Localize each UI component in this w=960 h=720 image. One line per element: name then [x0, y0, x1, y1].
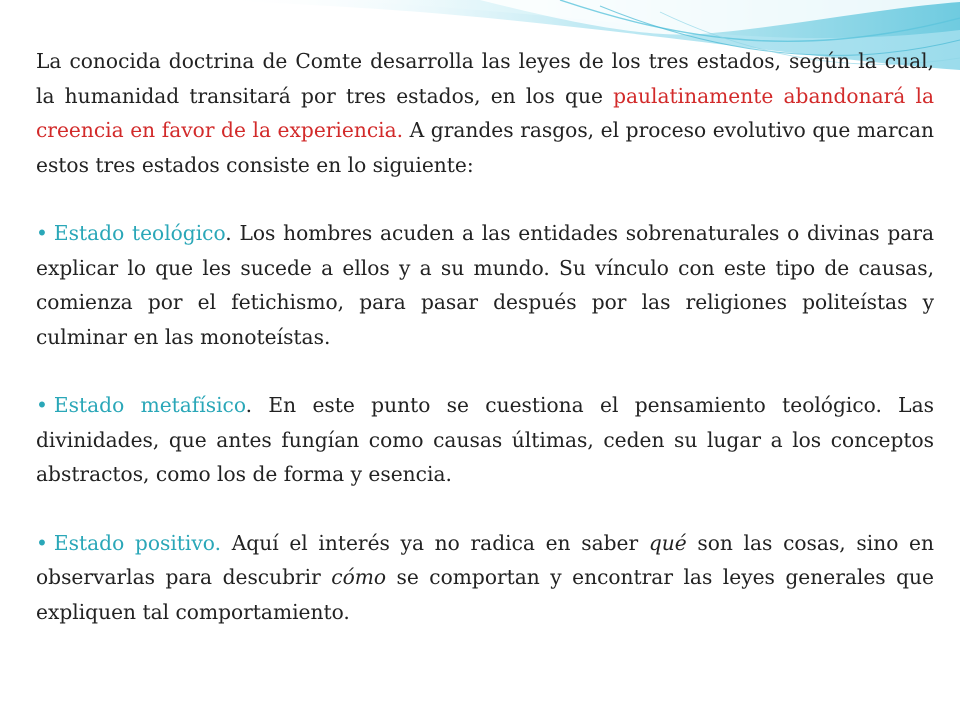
slide-body: [36, 44, 934, 629]
bullet-icon: •: [36, 221, 48, 245]
bullet-text: . Los hombres acuden a las entidades sobrenaturales o divinas para explicar lo que les sucede a ellos y a su mundo. Su vínculo con este tipo de causas, comienza por el fetichismo, para pasar después por las religiones politeístas y culminar en las monoteístas.: [36, 221, 935, 349]
bullet-metafisico: [36, 388, 934, 492]
intro-text-2: A grandes rasgos, el proceso evolutivo que marcan estos tres estados consiste en lo siguiente:: [36, 118, 935, 177]
bullet-text: Aquí el interés ya no radica en saber: [221, 530, 649, 555]
bullet-text: . En este punto se cuestiona el pensamiento teológico. Las divinidades, que antes fungían como causas últimas, ceden su lugar a los conceptos abstractos, como los de forma y esencia.: [36, 393, 934, 486]
bullet-emphasis: cómo: [331, 565, 387, 589]
bullet-term: Estado metafísico: [53, 393, 246, 417]
bullet-text: se comportan y encontrar las leyes generales que expliquen tal comportamiento.: [36, 565, 934, 624]
bullet-teologico: [36, 216, 934, 354]
intro-text-1: La conocida doctrina de Comte desarrolla las leyes de los tres estados, según la cual, la humanidad transitará por tres estados, en los que: [36, 49, 934, 108]
bullet-icon: •: [36, 530, 48, 555]
bullet-text: son las cosas, sino en observarlas para descubrir: [36, 530, 934, 589]
bullet-emphasis: qué: [648, 530, 687, 555]
bullet-term: Estado positivo.: [53, 530, 222, 555]
spacer: [36, 182, 934, 216]
intro-paragraph: [36, 44, 934, 182]
bullet-positivo: [36, 526, 934, 630]
spacer: [36, 492, 934, 526]
bullet-icon: •: [36, 393, 48, 417]
intro-highlight: paulatinamente abandonará la creencia en favor de la experiencia.: [36, 83, 934, 142]
bullet-term: Estado teológico: [53, 221, 226, 245]
spacer: [36, 354, 934, 388]
